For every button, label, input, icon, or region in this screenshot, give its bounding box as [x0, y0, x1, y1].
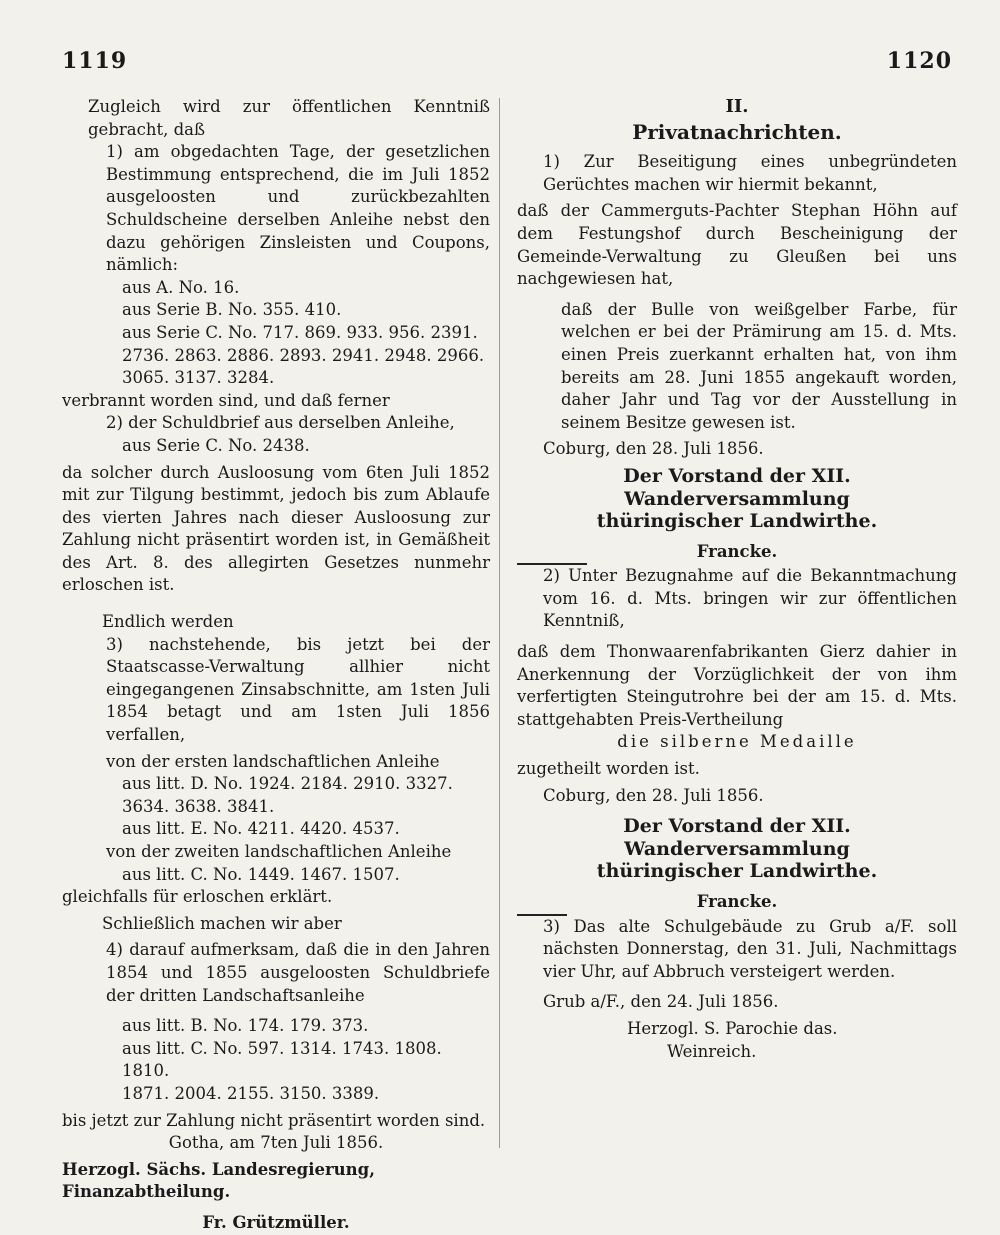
- column-divider: [499, 98, 500, 1148]
- notice-2-name: Francke.: [696, 892, 778, 911]
- item-3-second-heading: von der zweiten landschaftlichen Anleihe: [106, 842, 452, 861]
- notice-1-name: Francke.: [696, 541, 778, 561]
- right-column: [517, 96, 957, 1063]
- place-date: Gotha, am 7ten Juli 1856.: [168, 1133, 384, 1153]
- list-item: aus Serie C. No. 717. 869. 933. 956. 2391.: [122, 322, 478, 342]
- list-item: aus litt. C. No. 1449. 1467. 1507.: [122, 864, 400, 884]
- issuing-authority: Herzogl. Sächs. Landesregierung, Finanzabtheilung.: [62, 1159, 375, 1202]
- list-item: aus litt. B. No. 174. 179. 373.: [122, 1016, 369, 1036]
- left-column: [62, 96, 490, 1235]
- notice-2-intro: 2) Unter Bezugnahme auf die Bekanntmachung vom 16. d. Mts. bringen wir zur öffentlichen Kenntniß,: [543, 566, 957, 631]
- notice-2-signatory: Der Vorstand der XII. Wanderversammlung: [623, 815, 851, 860]
- section-number: II.: [725, 96, 749, 117]
- notice-1-detail: daß der Bulle von weißgelber Farbe, für welchen er bei der Prämirung am 15. d. Mts. einen Preis zuerkannt erhalten hat, von ihm bereits am 28. Juni 1855 angekauft worden, daher Jahr und Tag vor der Ausstellung in seinem Besitze gewesen ist.: [561, 299, 957, 432]
- item-1-end: verbrannt worden sind, und daß ferner: [62, 390, 390, 410]
- signature-name: Fr. Grützmüller.: [202, 1212, 350, 1232]
- notice-3-date: Grub a/F., den 24. Juli 1856.: [543, 992, 779, 1012]
- schliesslich-line: Schließlich machen wir aber: [102, 913, 342, 933]
- item-4-text: 4) darauf aufmerksam, daß die in den Jahren 1854 und 1855 ausgeloosten Schuldbriefe der dritten Landschaftsanleihe: [106, 940, 490, 1005]
- notice-2-end: zugetheilt worden ist.: [517, 759, 700, 779]
- item-2-body: da solcher durch Ausloosung vom 6ten Juli 1852 mit zur Tilgung bestimmt, jedoch bis zum Ablaufe des vierten Jahres nach dieser Ausloosung zur Zahlung nicht präsentirt worden ist, in Gemäßheit des Art. 8. des allegirten Gesetzes nunmehr erloschen ist.: [62, 462, 490, 595]
- list-item: 3065. 3137. 3284.: [122, 368, 275, 388]
- item-3-first-list: [62, 773, 490, 841]
- list-item: aus litt. D. No. 1924. 2184. 2910. 3327.: [122, 774, 453, 794]
- page-number-right: 1120: [886, 48, 952, 74]
- notice-3-body: 3) Das alte Schulgebäude zu Grub a/F. soll nächsten Donnerstag, den 31. Juli, Nachmittags vier Uhr, auf Abbruch versteigert werden.: [543, 916, 957, 981]
- notice-2-signatory-2: thüringischer Landwirthe.: [596, 860, 878, 883]
- notice-2-medal: die silberne Medaille: [617, 732, 857, 752]
- page-number-left: 1119: [62, 48, 128, 74]
- notice-1-signatory: Der Vorstand der XII. Wanderversammlung: [623, 464, 851, 510]
- item-3-first-heading: von der ersten landschaftlichen Anleihe: [106, 751, 440, 771]
- item-1-list: [62, 277, 490, 390]
- item-2-text: 2) der Schuldbrief aus derselben Anleihe,: [106, 413, 455, 433]
- notice-1-intro: 1) Zur Beseitigung eines unbegründeten Gerüchtes machen wir hiermit bekannt,: [543, 152, 957, 194]
- notice-2-body: daß dem Thonwaarenfabrikanten Gierz dahier in Anerkennung der Vorzüglichkeit der von ihm verfertigten Steingutrohre bei der am 15. d. Mts. stattgehabten Preis-Vertheilung: [517, 642, 957, 729]
- list-item: aus litt. E. No. 4211. 4420. 4537.: [122, 819, 400, 839]
- notice-1-date: Coburg, den 28. Juli 1856.: [543, 439, 764, 459]
- list-item: 3634. 3638. 3841.: [122, 796, 275, 816]
- list-item: aus Serie B. No. 355. 410.: [122, 300, 342, 320]
- list-item: aus litt. C. No. 597. 1314. 1743. 1808. 1810.: [122, 1038, 442, 1081]
- notice-2-date: Coburg, den 28. Juli 1856.: [543, 785, 764, 805]
- item-2-line: aus Serie C. No. 2438.: [122, 435, 310, 455]
- notice-1-signatory-2: thüringischer Landwirthe.: [596, 510, 878, 533]
- item-1-text: 1) am obgedachten Tage, der gesetzlichen Bestimmung entsprechend, die im Juli 1852 ausgeloosten und zurückbezahlten Schuldscheine derselben Anleihe nebst den dazu gehörigen Zinsleisten und Coupons, nämlich:: [106, 142, 490, 275]
- item-4-list: [62, 1015, 490, 1105]
- endlich-line: Endlich werden: [102, 612, 234, 632]
- list-item: 1871. 2004. 2155. 3150. 3389.: [122, 1083, 380, 1103]
- notice-3-name: Weinreich.: [667, 1041, 757, 1061]
- list-item: aus A. No. 16.: [122, 277, 240, 297]
- notice-1-body: daß der Cammerguts-Pachter Stephan Höhn auf dem Festungshof durch Bescheinigung der Gemeinde-Verwaltung zu Gleußen bei uns nachgewiesen hat,: [517, 201, 957, 289]
- item-3-second-list: [62, 864, 490, 887]
- intro-paragraph: Zugleich wird zur öffentlichen Kenntniß gebracht, daß: [88, 97, 490, 139]
- notice-3-signatory: Herzogl. S. Parochie das.: [627, 1018, 838, 1038]
- list-item: 2736. 2863. 2886. 2893. 2941. 2948. 2966.: [122, 345, 485, 365]
- section-title: Privatnachrichten.: [632, 119, 842, 144]
- item-4-end: bis jetzt zur Zahlung nicht präsentirt worden sind.: [62, 1110, 486, 1130]
- item-3-text: 3) nachstehende, bis jetzt bei der Staatscasse-Verwaltung allhier nicht eingegangenen Zinsabschnitte, am 1sten Juli 1854 betagt und am 1sten Juli 1856 verfallen,: [106, 634, 490, 745]
- item-3-end: gleichfalls für erloschen erklärt.: [62, 887, 333, 907]
